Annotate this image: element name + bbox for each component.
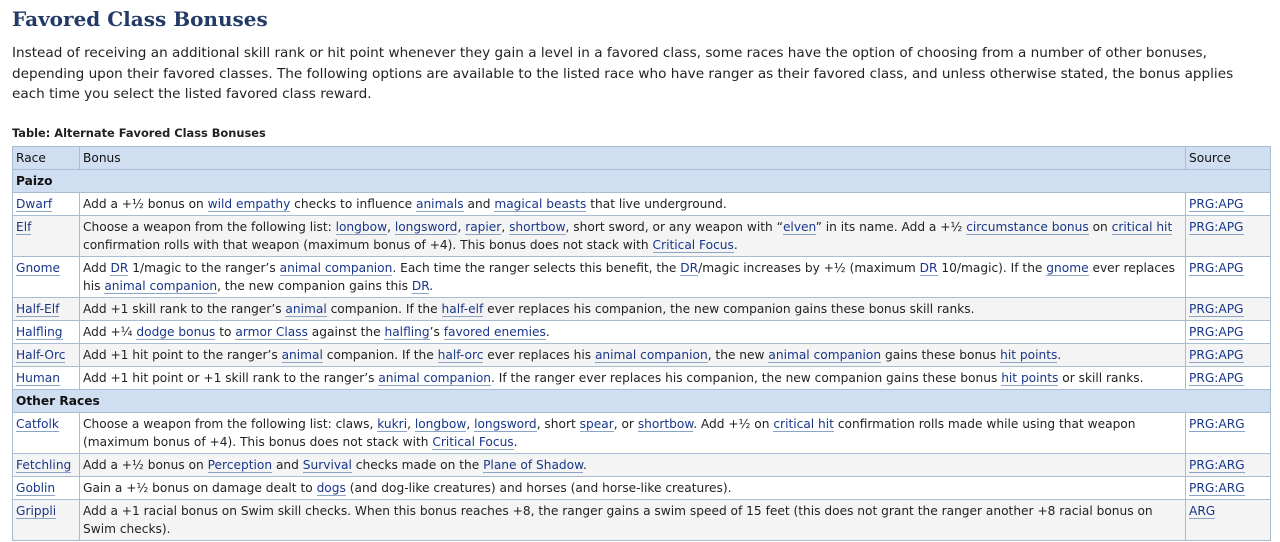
bonus-link-critical-hit[interactable]: critical hit	[773, 416, 834, 431]
source-cell	[1186, 256, 1271, 297]
bonus-link-rapier[interactable]: rapier	[465, 219, 502, 234]
table-body	[13, 169, 1271, 540]
bonus-link-animals[interactable]: animals	[415, 196, 464, 211]
group-row	[13, 169, 1271, 192]
source-cell	[1186, 192, 1271, 215]
bonus-cell: Add +1 hit point to the ranger’s animal companion. If the half-orc ever replaces his animal companion, the new animal companion gains these bonus hit points.	[80, 343, 1186, 366]
race-link-goblin[interactable]: Goblin	[16, 480, 56, 495]
source-link[interactable]: PRG:APG	[1189, 260, 1244, 275]
column-header-bonus: Bonus	[80, 146, 1186, 169]
source-cell	[1186, 343, 1271, 366]
bonus-link-animal-companion[interactable]: animal companion	[104, 278, 218, 293]
table-caption: Table: Alternate Favored Class Bonuses	[12, 125, 266, 140]
bonus-link-dr[interactable]: DR	[110, 260, 129, 275]
source-link[interactable]: PRG:ARG	[1189, 480, 1245, 495]
bonus-link-magical-beasts[interactable]: magical beasts	[494, 196, 587, 211]
bonus-link-dr[interactable]: DR	[411, 278, 430, 293]
source-link[interactable]: PRG:APG	[1189, 347, 1244, 362]
bonus-link-gnome[interactable]: gnome	[1046, 260, 1089, 275]
group-row	[13, 389, 1271, 412]
race-cell	[13, 476, 80, 499]
table-row	[13, 215, 1271, 256]
bonus-link-hit-points[interactable]: hit points	[1001, 370, 1059, 385]
bonus-link-critical-focus[interactable]: Critical Focus	[652, 237, 734, 252]
race-link-fetchling[interactable]: Fetchling	[16, 457, 72, 472]
source-link[interactable]: PRG:APG	[1189, 301, 1244, 316]
bonus-link-survival[interactable]: Survival	[302, 457, 352, 472]
bonus-link-animal-companion[interactable]: animal companion	[279, 260, 393, 275]
bonus-link-halfling[interactable]: halfling	[384, 324, 430, 339]
intro-paragraph: Instead of receiving an additional skill rank or hit point whenever they gain a level in a favored class, some races have the option of choosing from a number of other bonuses, depending upon their favored classes. The following options are available to the listed race who have ranger as their favored class, and unless otherwise stated, the bonus applies each time you select the listed favored class reward.	[12, 45, 1234, 102]
bonus-link-animal[interactable]: animal	[285, 301, 327, 316]
bonus-link-animal-companion[interactable]: animal companion	[768, 347, 882, 362]
bonus-link-half-elf[interactable]: half-elf	[441, 301, 484, 316]
race-cell	[13, 453, 80, 476]
race-cell	[13, 343, 80, 366]
source-link[interactable]: PRG:APG	[1189, 370, 1244, 385]
bonus-link-circumstance-bonus[interactable]: circumstance bonus	[966, 219, 1089, 234]
table-row	[13, 453, 1271, 476]
source-link[interactable]: PRG:APG	[1189, 324, 1244, 339]
bonus-link-longbow[interactable]: longbow	[335, 219, 388, 234]
race-cell	[13, 366, 80, 389]
table-row	[13, 192, 1271, 215]
bonus-link-animal-companion[interactable]: animal companion	[378, 370, 492, 385]
race-link-half-orc[interactable]: Half-Orc	[16, 347, 66, 362]
table-header-row	[13, 146, 1271, 169]
table-row	[13, 412, 1271, 453]
bonus-link-kukri[interactable]: kukri	[377, 416, 408, 431]
bonus-link-longbow[interactable]: longbow	[414, 416, 467, 431]
source-link[interactable]: PRG:ARG	[1189, 457, 1245, 472]
table-row	[13, 476, 1271, 499]
bonus-link-critical-focus[interactable]: Critical Focus	[432, 434, 514, 449]
bonus-link-shortbow[interactable]: shortbow	[637, 416, 694, 431]
source-cell	[1186, 297, 1271, 320]
bonus-cell: Add +¼ dodge bonus to armor Class against the halfling’s favored enemies.	[80, 320, 1186, 343]
group-label: Paizo	[13, 169, 1271, 192]
bonus-link-critical-hit[interactable]: critical hit	[1111, 219, 1173, 234]
source-cell	[1186, 453, 1271, 476]
race-cell	[13, 297, 80, 320]
source-cell	[1186, 320, 1271, 343]
column-header-source: Source	[1186, 146, 1271, 169]
bonus-link-dr[interactable]: DR	[680, 260, 699, 275]
source-link[interactable]: PRG:ARG	[1189, 416, 1245, 431]
bonus-link-half-orc[interactable]: half-orc	[437, 347, 484, 362]
table-row	[13, 343, 1271, 366]
table-row	[13, 320, 1271, 343]
bonus-cell: Choose a weapon from the following list: claws, kukri, longbow, longsword, short spear, or shortbow. Add +½ on critical hit confirmation rolls made while using that weapon (maximum bonus of +4). This bonus does not stack with Critical Focus.	[80, 412, 1186, 453]
source-cell	[1186, 215, 1271, 256]
race-cell	[13, 192, 80, 215]
race-cell	[13, 499, 80, 540]
bonus-link-shortbow[interactable]: shortbow	[509, 219, 566, 234]
bonus-cell: Add a +½ bonus on Perception and Survival checks made on the Plane of Shadow.	[80, 453, 1186, 476]
race-cell	[13, 256, 80, 297]
source-cell	[1186, 366, 1271, 389]
race-link-gnome[interactable]: Gnome	[16, 260, 60, 275]
bonus-cell: Add a +½ bonus on wild empathy checks to influence animals and magical beasts that live underground.	[80, 192, 1186, 215]
bonus-cell: Add a +1 racial bonus on Swim skill checks. When this bonus reaches +8, the ranger gains a swim speed of 15 feet (this does not grant the ranger another +8 racial bonus on Swim checks).	[80, 499, 1186, 540]
bonus-link-wild-empathy[interactable]: wild empathy	[207, 196, 291, 211]
race-link-catfolk[interactable]: Catfolk	[16, 416, 59, 431]
race-cell	[13, 320, 80, 343]
bonus-link-spear[interactable]: spear	[579, 416, 614, 431]
race-link-elf[interactable]: Elf	[16, 219, 32, 234]
source-cell	[1186, 476, 1271, 499]
bonus-link-dodge-bonus[interactable]: dodge bonus	[136, 324, 216, 339]
race-link-dwarf[interactable]: Dwarf	[16, 196, 53, 211]
source-cell	[1186, 499, 1271, 540]
race-link-human[interactable]: Human	[16, 370, 60, 385]
bonus-link-perception[interactable]: Perception	[207, 457, 273, 472]
column-header-race: Race	[13, 146, 80, 169]
bonus-link-elven[interactable]: elven	[782, 219, 816, 234]
table-row	[13, 297, 1271, 320]
bonus-link-dogs[interactable]: dogs	[316, 480, 346, 495]
bonus-link-favored-enemies[interactable]: favored enemies	[443, 324, 546, 339]
bonus-link-armor-class[interactable]: armor Class	[235, 324, 308, 339]
table-row	[13, 499, 1271, 540]
bonus-link-longsword[interactable]: longsword	[474, 416, 537, 431]
bonus-link-animal[interactable]: animal	[281, 347, 323, 362]
race-link-half-elf[interactable]: Half-Elf	[16, 301, 60, 316]
race-cell	[13, 412, 80, 453]
table-row	[13, 256, 1271, 297]
source-link[interactable]: ARG	[1189, 503, 1216, 518]
source-link[interactable]: PRG:APG	[1189, 196, 1244, 211]
bonus-link-hit-points[interactable]: hit points	[1000, 347, 1058, 362]
bonus-cell: Choose a weapon from the following list: longbow, longsword, rapier, shortbow, short sword, or any weapon with “elven” in its name. Add a +½ circumstance bonus on critical hit confirmation rolls with that weapon (maximum bonus of +4). This bonus does not stack with Critical Focus.	[80, 215, 1186, 256]
bonus-link-animal-companion[interactable]: animal companion	[594, 347, 708, 362]
race-cell	[13, 215, 80, 256]
favored-class-table	[12, 146, 1271, 541]
bonus-cell: Add +1 hit point or +1 skill rank to the ranger’s animal companion. If the ranger ever replaces his companion, the new companion gains these bonus hit points or skill ranks.	[80, 366, 1186, 389]
source-link[interactable]: PRG:APG	[1189, 219, 1244, 234]
bonus-cell: Gain a +½ bonus on damage dealt to dogs (and dog-like creatures) and horses (and horse-like creatures).	[80, 476, 1186, 499]
race-link-grippli[interactable]: Grippli	[16, 503, 57, 518]
page-title: Favored Class Bonuses	[12, 7, 268, 31]
bonus-link-dr[interactable]: DR	[919, 260, 938, 275]
group-label: Other Races	[13, 389, 1271, 412]
bonus-cell: Add DR 1/magic to the ranger’s animal companion. Each time the ranger selects this benefit, the DR/magic increases by +½ (maximum DR 10/magic). If the gnome ever replaces his animal companion, the new companion gains this DR.	[80, 256, 1186, 297]
source-cell	[1186, 412, 1271, 453]
race-link-halfling[interactable]: Halfling	[16, 324, 63, 339]
bonus-link-plane-of-shadow[interactable]: Plane of Shadow	[483, 457, 583, 472]
bonus-link-longsword[interactable]: longsword	[394, 219, 458, 234]
table-row	[13, 366, 1271, 389]
bonus-cell: Add +1 skill rank to the ranger’s animal companion. If the half-elf ever replaces his companion, the new companion gains these bonus skill ranks.	[80, 297, 1186, 320]
